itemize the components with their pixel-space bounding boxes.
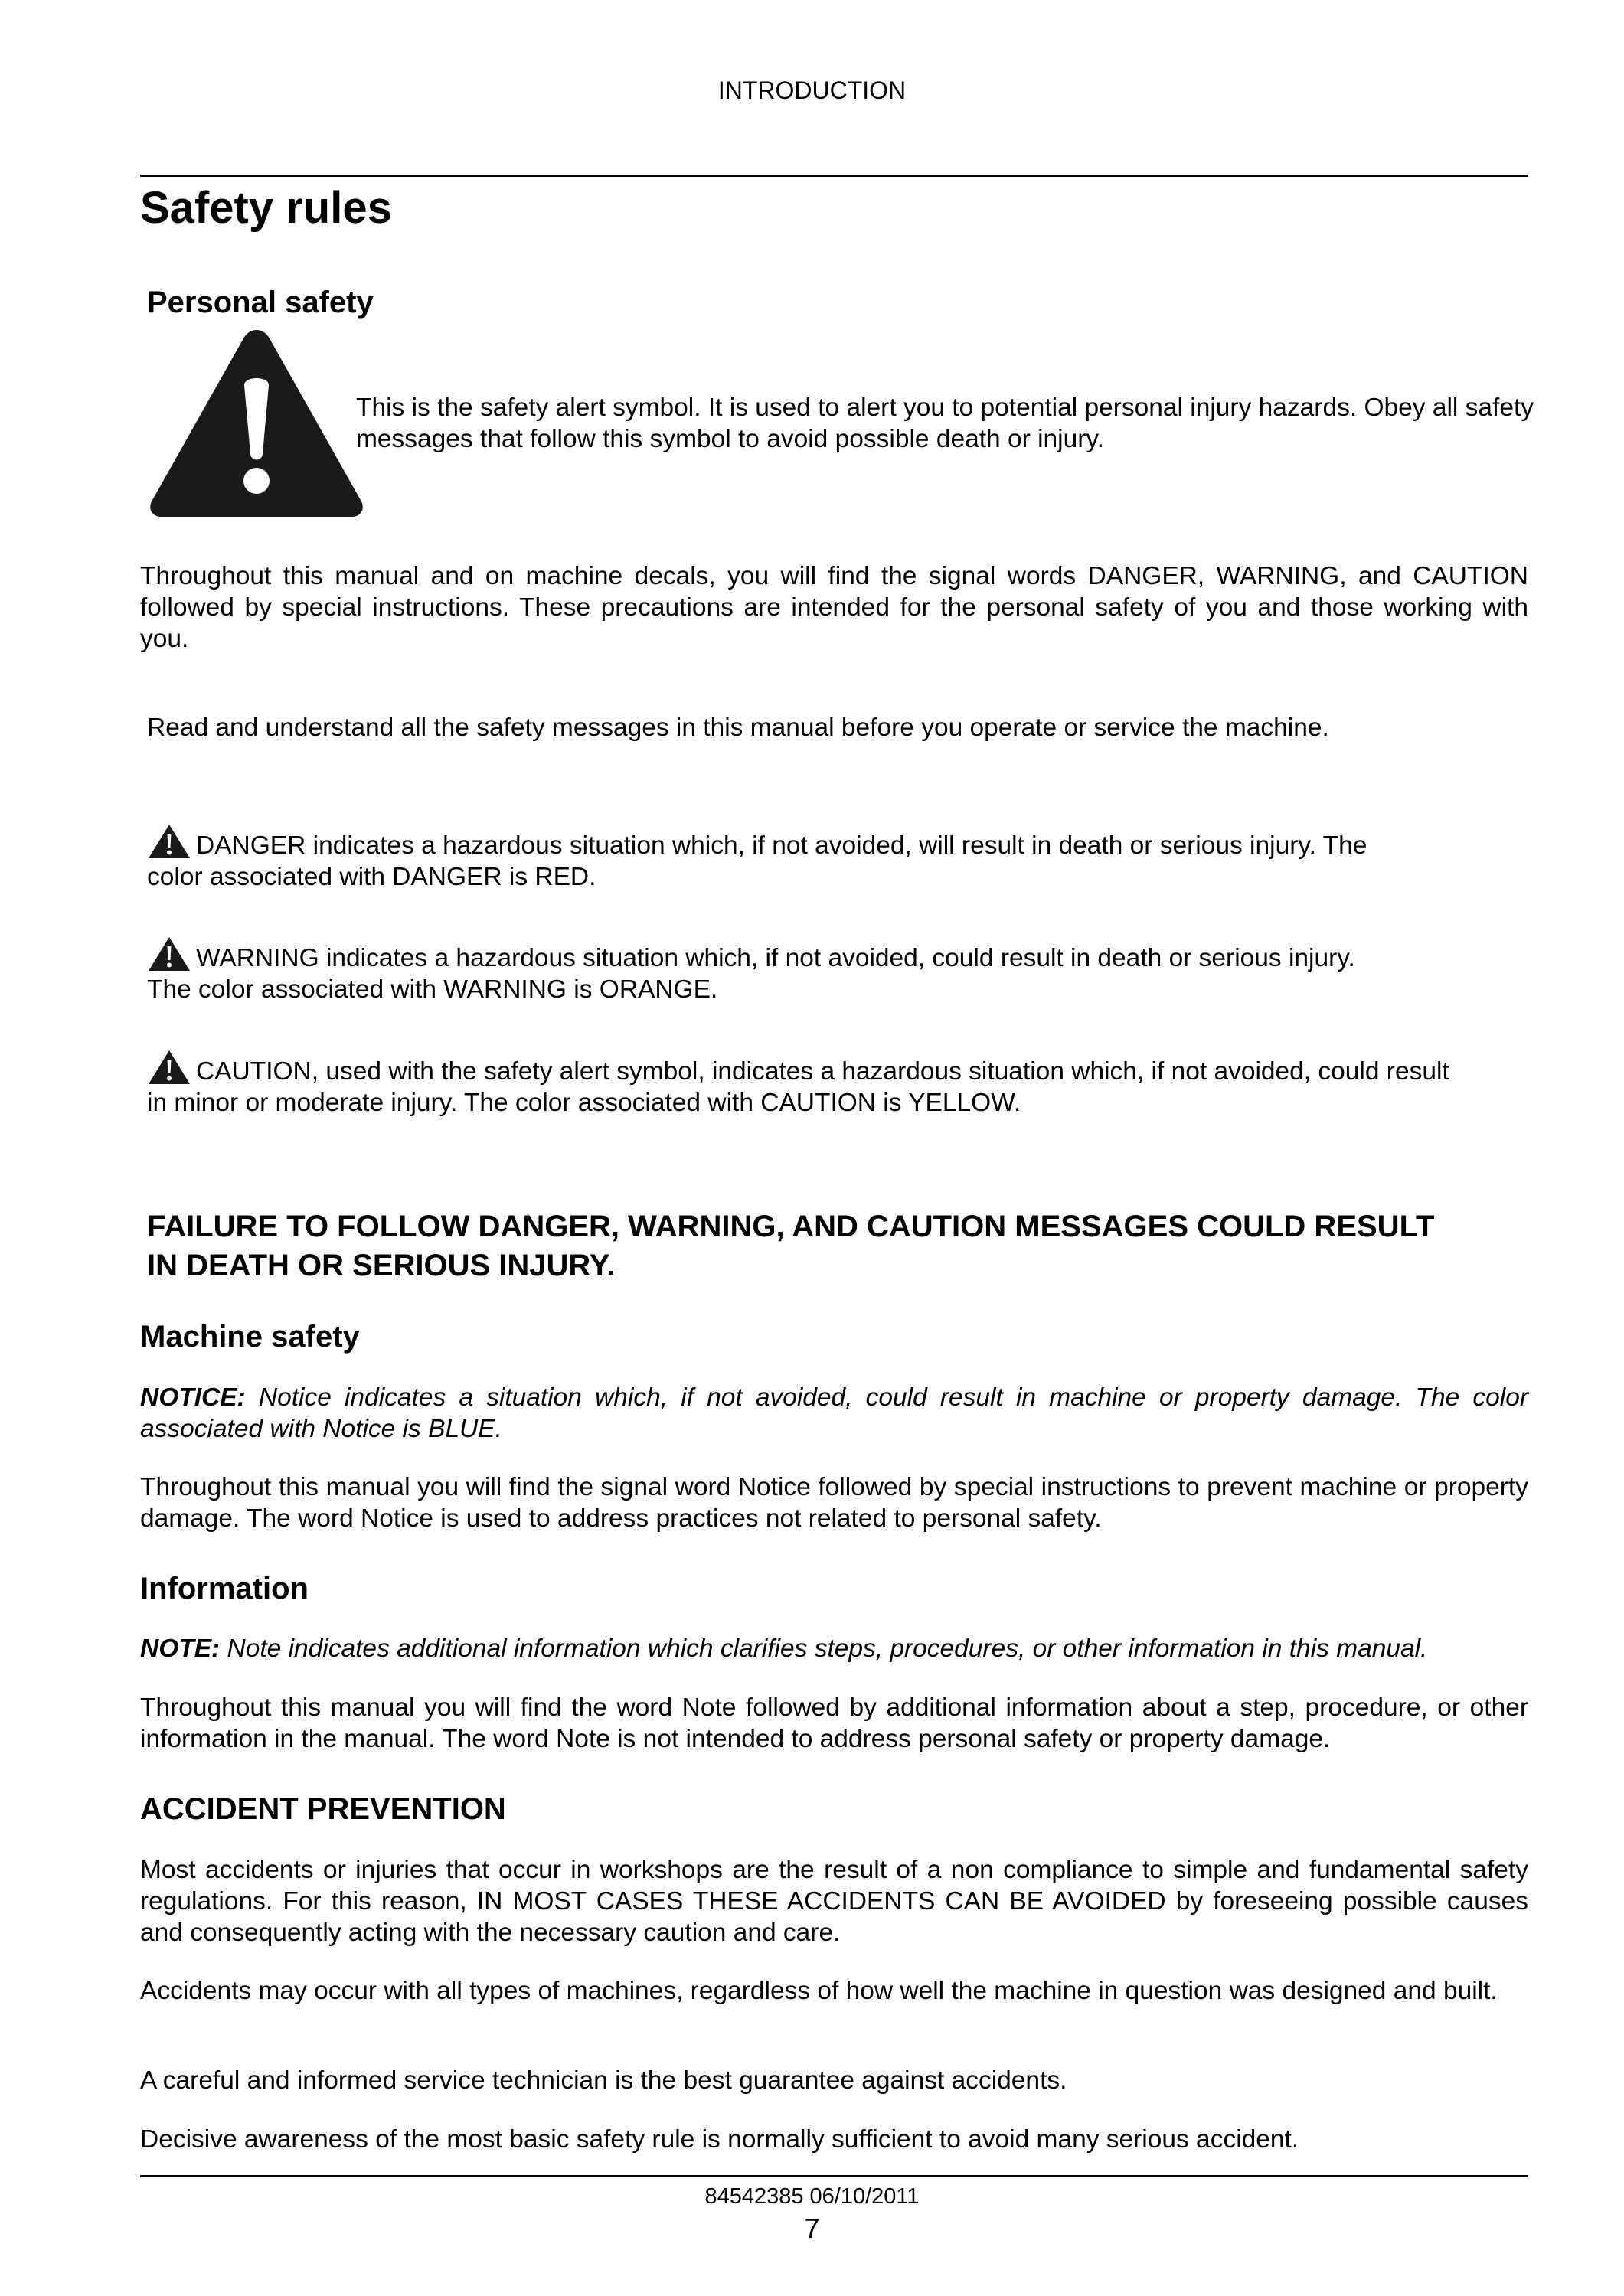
failure-warning <box>147 1207 1541 1285</box>
danger-block <box>147 823 1541 893</box>
danger-line-2: color associated with DANGER is RED. <box>147 863 596 891</box>
warning-line-1: WARNING indicates a hazardous situation which, if not avoided, could result in death or serious injury. <box>196 944 1355 972</box>
alert-symbol-text: This is the safety alert symbol. It is used to alert you to potential personal injury hazards. Obey all safety messages that follow this symbol to avoid possible death or injury. <box>356 394 1534 453</box>
information-paragraph: Throughout this manual you will find the word Note followed by additional information about a step, procedure, or other information in the manual. The word Note is not intended to address personal safety or property damage. <box>140 1693 1528 1753</box>
warning-triangle-icon <box>145 325 368 521</box>
accident-prevention-heading: ACCIDENT PREVENTION <box>140 1792 506 1826</box>
accident-paragraph-4: Decisive awareness of the most basic safety rule is normally sufficient to avoid many serious accident. <box>140 2125 1299 2154</box>
accident-paragraph-1: Most accidents or injuries that occur in workshops are the result of a non compliance to simple and fundamental safety regulations. For this reason, IN MOST CASES THESE ACCIDENTS CAN BE AVOIDED by foreseeing possible causes and consequently acting with the necessary caution and care. <box>140 1856 1528 1947</box>
caution-block <box>147 1049 1548 1119</box>
read-understand-paragraph: Read and understand all the safety messages in this manual before you operate or service the machine. <box>147 714 1329 742</box>
footer-rule <box>140 2175 1528 2177</box>
danger-line-1: DANGER indicates a hazardous situation which, if not avoided, will result in death or serious injury. The <box>196 831 1367 860</box>
page-number: 7 <box>804 2213 820 2244</box>
notice-text: Notice indicates a situation which, if not avoided, could result in machine or property damage. The color associated with Notice is BLUE. <box>140 1383 1528 1443</box>
machine-safety-heading: Machine safety <box>140 1320 360 1354</box>
accident-paragraph-2: Accidents may occur with all types of machines, regardless of how well the machine in question was designed and built. <box>140 1977 1498 2005</box>
failure-line-2: IN DEATH OR SERIOUS INJURY. <box>147 1249 616 1282</box>
information-heading: Information <box>140 1572 309 1605</box>
note-label: NOTE: <box>140 1635 221 1663</box>
caution-line-2: in minor or moderate injury. The color associated with CAUTION is YELLOW. <box>147 1089 1021 1117</box>
machine-safety-paragraph: Throughout this manual you will find the signal word Notice followed by special instructions to prevent machine or property damage. The word Notice is used to address practices not related to personal safety. <box>140 1473 1528 1533</box>
notice-paragraph <box>140 1382 1528 1445</box>
warning-line-2: The color associated with WARNING is ORANGE. <box>147 975 718 1004</box>
page-title: Safety rules <box>140 183 392 233</box>
intro-paragraph: Throughout this manual and on machine decals, you will find the signal words DANGER, WARNING, and CAUTION followed by special instructions. These precautions are intended for the personal safety of you and those working with you. <box>140 562 1528 653</box>
caution-alert-icon <box>147 1049 191 1086</box>
danger-alert-icon <box>147 823 191 860</box>
personal-safety-heading: Personal safety <box>147 286 374 319</box>
warning-alert-icon <box>147 936 191 972</box>
note-text: Note indicates additional information which clarifies steps, procedures, or other information in this manual. <box>220 1635 1428 1663</box>
caution-line-1: CAUTION, used with the safety alert symbol, indicates a hazardous situation which, if not avoided, could result <box>196 1057 1449 1086</box>
header-rule <box>140 175 1528 177</box>
note-paragraph <box>140 1633 1528 1664</box>
section-header: INTRODUCTION <box>717 77 907 104</box>
notice-label: NOTICE: <box>140 1383 246 1412</box>
warning-block <box>147 936 1541 1005</box>
accident-paragraph-3: A careful and informed service technician is the best guarantee against accidents. <box>140 2066 1067 2095</box>
failure-line-1: FAILURE TO FOLLOW DANGER, WARNING, AND CAUTION MESSAGES COULD RESULT <box>147 1210 1435 1243</box>
document-code: 84542385 06/10/2011 <box>704 2184 920 2209</box>
